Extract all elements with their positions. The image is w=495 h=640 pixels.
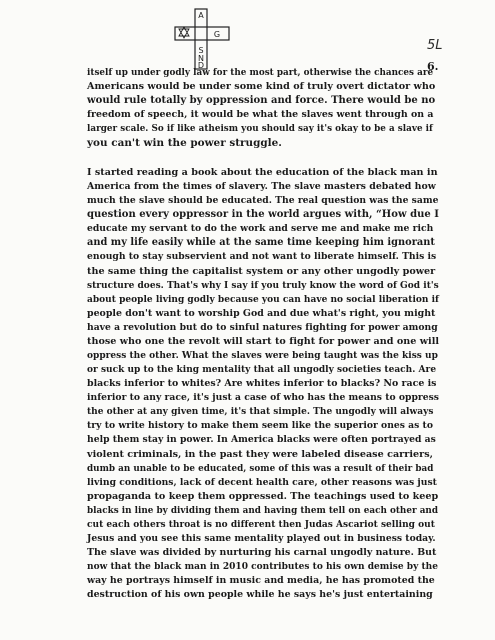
text-line: would rule totally by oppression and force. There would be no xyxy=(87,95,436,107)
text-line: larger scale. So if like atheism you should say it's okay to be a slave if xyxy=(87,124,433,135)
handwritten-page-mark: 5L xyxy=(427,38,443,53)
logo-letter: D xyxy=(197,61,205,70)
text-line: or suck up to the king mentality that all ungodly societies teach. Are xyxy=(87,365,437,376)
text-line: living conditions, lack of decent health care, other reasons was just xyxy=(87,476,437,488)
text-line: freedom of speech, it would be what the slaves went through on a xyxy=(87,109,434,121)
text-line: America from the times of slavery. The slave masters debated how xyxy=(87,181,436,193)
text-line: have a revolution but do to sinful natures fighting for power among xyxy=(87,321,438,333)
text-line: much the slave should be educated. The real question was the same xyxy=(87,195,439,207)
text-line: the same thing the capitalist system or any other ungodly power xyxy=(87,265,436,277)
text-line: about people living godly because you can have no social liberation if xyxy=(87,294,439,305)
text-line: The slave was divided by nurturing his carnal ungodly nature. But xyxy=(87,547,437,559)
text-line: you can't win the power struggle. xyxy=(87,137,282,150)
text-line: violent criminals, in the past they were labeled disease carriers, xyxy=(87,448,433,460)
text-line: Americans would be under some kind of truly overt dictator who xyxy=(87,81,436,93)
logo-letter: G xyxy=(213,30,221,39)
text-line: question every oppressor in the world argues with, “How due I xyxy=(87,209,439,221)
text-line: cut each others throat is no different then Judas Ascariot selling out xyxy=(87,519,435,530)
text-line: structure does. That's why I say if you truly know the word of God it's xyxy=(87,280,439,291)
logo-letter: A xyxy=(198,11,204,20)
text-line: blacks inferior to whites? Are whites inferior to blacks? No race is xyxy=(87,378,437,390)
logo-letter: S xyxy=(198,46,204,55)
text-line: those who one the revolt will start to fight for power and one will xyxy=(87,335,440,347)
text-line: people don't want to worship God and due what's right, you might xyxy=(87,307,436,319)
text-line: now that the black man in 2010 contributes to his own demise by the xyxy=(87,562,438,573)
paragraph xyxy=(87,166,439,602)
logo-letter: N xyxy=(198,54,204,63)
text-line: oppress the other. What the slaves were being taught was the kiss up xyxy=(87,351,438,362)
text-line: itself up under godly law for the most part, otherwise the chances are xyxy=(87,68,434,78)
text-line: inferior to any race, it's just a case of who has the means to oppress xyxy=(87,392,440,404)
page-number: 6. xyxy=(427,60,439,73)
text-line: help them stay in power. In America blacks were often portrayed as xyxy=(87,434,436,446)
text-line: propaganda to keep them oppressed. The teachings used to keep xyxy=(87,490,439,502)
text-line: educate my servant to do the work and serve me and make me rich xyxy=(87,223,434,235)
text-line: dumb an unable to be educated, some of this was a result of their bad xyxy=(87,463,434,474)
cross-logo-icon xyxy=(171,6,233,72)
text-line: Jesus and you see this same mentality played out in business today. xyxy=(87,533,436,545)
text-line: try to write history to make them seem like the superior ones as to xyxy=(87,420,433,432)
text-line: blacks in line by dividing them and having them tell on each other and xyxy=(87,505,439,516)
text-line: the other at any given time, it's that simple. The ungodly will always xyxy=(87,407,434,418)
text-line: way he portrays himself in music and media, he has promoted the xyxy=(87,575,435,587)
paragraph xyxy=(87,66,439,150)
text-line: I started reading a book about the education of the black man in xyxy=(87,167,438,178)
text-line: and my life easily while at the same time keeping him ignorant xyxy=(87,237,435,249)
text-line: destruction of his own people while he says he's just entertaining xyxy=(87,589,433,601)
text-line: enough to stay subservient and not want to liberate himself. This is xyxy=(87,251,437,263)
